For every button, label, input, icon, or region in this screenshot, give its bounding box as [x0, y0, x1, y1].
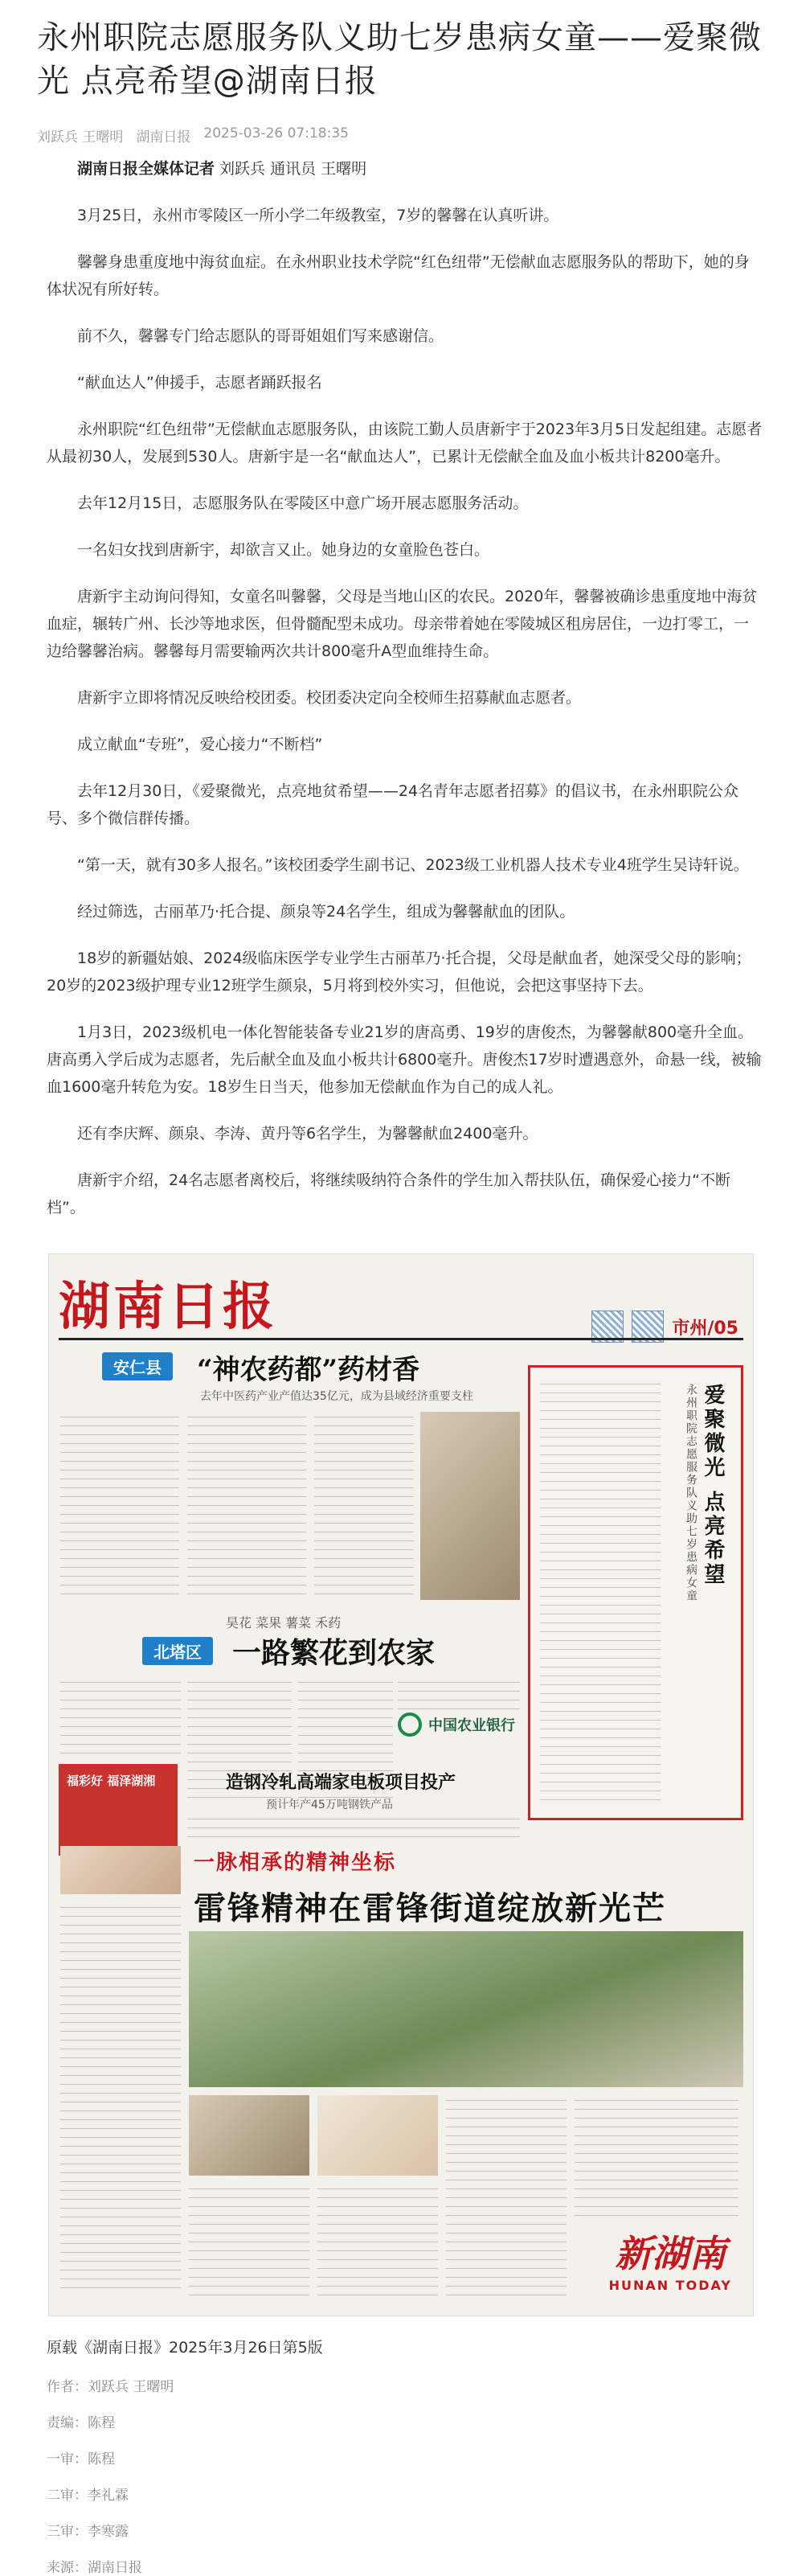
paragraph: 1月3日，2023级机电一体化智能装备专业21岁的唐高勇、19岁的唐俊杰，为馨馨献800毫升全血。唐高勇入学后成为志愿者，先后献全血及血小板共计6800毫升。唐俊杰17岁时遭遇意外，命悬一线，被输血1600毫升转危为安。18岁生日当天，他参加无偿献血作为自己的成人礼。	[47, 1023, 762, 1096]
page-label: 市州/05	[672, 1318, 738, 1339]
paragraph: 18岁的新疆姑娘、2024级临床医学专业学生古丽革乃·托合提，父母是献血者，她深受父母的影响；20岁的2023级护理专业12班学生颜泉，5月将到校外实习，但他说，会把这事坚持下去。	[47, 950, 751, 995]
paragraph: 3月25日，永州市零陵区一所小学二年级教室，7岁的馨馨在认真听讲。	[77, 207, 559, 224]
bank-advert	[398, 1713, 515, 1737]
paragraph: 唐新宇主动询问得知，女童名叫馨馨，父母是当地山区的农民。2020年，馨馨被确诊患重度地中海贫血症，辗转广州、长沙等地求医，但骨髓配型未成功。母亲带着她在零陵城区租房居住，一边打零工，一边给馨馨治病。馨馨每月需要输两次共计800毫升A型血维持生命。	[47, 588, 758, 660]
credit-author: 作者：刘跃兵 王曙明	[47, 2379, 174, 2395]
paragraph: 去年12月15日，志愿服务队在零陵区中意广场开展志愿服务活动。	[77, 494, 529, 512]
paragraph: 前不久，馨馨专门给志愿队的哥哥姐姐们写来感谢信。	[77, 327, 444, 345]
text-columns	[540, 1379, 661, 1805]
text-columns	[60, 1902, 181, 2296]
paragraph: 永州职院“红色纽带”无偿献血志愿服务队，由该院工勤人员唐新宇于2023年3月5日发起组建。志愿者从最初30人，发展到530人。唐新宇是一名“献血达人”，已累计无偿献全血及血小板共计8200毫升。	[47, 420, 763, 466]
masthead-rule	[59, 1338, 743, 1340]
aerial-photo	[189, 1931, 743, 2087]
feature-kicker: 一脉相承的精神坐标	[194, 1851, 397, 1875]
event-photo	[189, 2095, 309, 2176]
newspaper-page-image[interactable]	[48, 1253, 754, 2316]
feature-headline: 雷锋精神在雷锋街道绽放新光芒	[194, 1889, 666, 1927]
paragraph: 去年12月30日，《爱聚微光，点亮地贫希望——24名青年志愿者招募》的倡议书，在永州职院公众号、多个微信群传播。	[47, 782, 739, 827]
paragraph: “第一天，就有30多人报名。”该校团委学生副书记、2023级工业机器人技术专业4班学生吴诗轩说。	[77, 856, 749, 874]
story-photo	[420, 1412, 520, 1600]
text-columns	[187, 1814, 520, 1843]
bank-name: 中国农业银行	[428, 1717, 515, 1734]
credit-review-3: 三审：李寒露	[47, 2524, 129, 2540]
lottery-advert: 福彩好 福泽湖湘	[59, 1764, 178, 1856]
subline-2: 昊花 菜果 薯菜 禾药	[226, 1615, 342, 1631]
meta-outlet[interactable]: 湖南日报	[136, 129, 191, 146]
highlighted-story-title: 爱聚微光 点亮希望	[701, 1384, 725, 1588]
meta-datetime: 2025-03-26 07:18:35	[203, 125, 349, 142]
text-columns	[60, 1412, 179, 1600]
article-footer	[37, 2336, 773, 2576]
byline-lead: 湖南日报全媒体记者	[77, 160, 215, 178]
bottom-masthead	[609, 2225, 732, 2293]
portrait-photo	[60, 1846, 181, 1894]
article-page	[0, 16, 810, 2576]
paragraph: 唐新宇立即将情况反映给校团委。校团委决定向全校师生招募献血志愿者。	[77, 689, 582, 707]
credit-editor: 责编：陈程	[47, 2415, 115, 2431]
headline-1: “神农药都”药材香	[197, 1354, 420, 1386]
credit-source: 来源：湖南日报	[47, 2560, 142, 2576]
paragraph: 馨馨身患重度地中海贫血症。在永州职业技术学院“红色纽带”无偿献血志愿服务队的帮助下，她的身体状况有所好转。	[47, 253, 750, 298]
bottom-masthead-cn: 新湖南	[615, 2232, 726, 2275]
subline-1: 去年中医药产业产值达35亿元，成为县域经济重要支柱	[200, 1390, 473, 1403]
text-columns	[189, 2184, 309, 2296]
calligraphy-photo	[317, 2095, 438, 2176]
paragraph: 一名妇女找到唐新宇，却欲言又止。她身边的女童脸色苍白。	[77, 541, 490, 559]
headline-3: 造钢冷轧高端家电板项目投产	[226, 1772, 456, 1793]
text-columns	[317, 2184, 438, 2296]
section-subhead: “献血达人”伸援手，志愿者踊跃报名	[77, 374, 322, 392]
article-title: 永州职院志愿服务队义助七岁患病女童——爱聚微光 点亮希望@湖南日报	[37, 19, 762, 100]
highlighted-story-box	[528, 1365, 743, 1820]
credit-review-2: 二审：李礼霖	[47, 2488, 129, 2504]
source-note: 原载《湖南日报》2025年3月26日第5版	[47, 2339, 323, 2357]
bank-logo-icon	[398, 1713, 422, 1737]
text-columns	[60, 1677, 181, 1758]
text-columns	[398, 1677, 520, 1709]
subline-3: 预计年产45万吨钢铁产品	[266, 1799, 393, 1811]
paragraph: 经过筛选，古丽革乃·托合提、颜泉等24名学生，组成为馨馨献血的团队。	[77, 903, 575, 921]
byline	[47, 155, 763, 183]
article-body	[37, 155, 773, 1221]
text-columns	[314, 1412, 414, 1600]
credit-review-1: 一审：陈程	[47, 2451, 115, 2467]
headline-2: 一路繁花到农家	[232, 1636, 436, 1670]
section-tag-anren: 安仁县	[102, 1352, 173, 1380]
meta-author: 刘跃兵 王曙明	[37, 129, 124, 146]
text-columns	[446, 2095, 567, 2296]
byline-rest: 刘跃兵 通讯员 王曙明	[215, 160, 367, 178]
section-subhead: 成立献血“专班”，爱心接力“不断档”	[77, 736, 323, 753]
bottom-masthead-en: HUNAN TODAY	[608, 2278, 732, 2293]
newspaper-masthead: 湖南日报	[59, 1277, 277, 1337]
paragraph: 唐新宇介绍，24名志愿者离校后，将继续吸纳符合条件的学生加入帮扶队伍，确保爱心接力“不断档”。	[47, 1171, 731, 1216]
text-columns	[187, 1412, 306, 1600]
article-meta	[37, 125, 773, 146]
section-tag-beita: 北塔区	[142, 1637, 213, 1665]
highlighted-story-subtitle: 永州职院志愿服务队义助七岁患病女童	[685, 1384, 698, 1602]
text-columns	[575, 2095, 738, 2216]
paragraph: 还有李庆辉、颜泉、李涛、黄丹等6名学生，为馨馨献血2400毫升。	[77, 1125, 538, 1142]
